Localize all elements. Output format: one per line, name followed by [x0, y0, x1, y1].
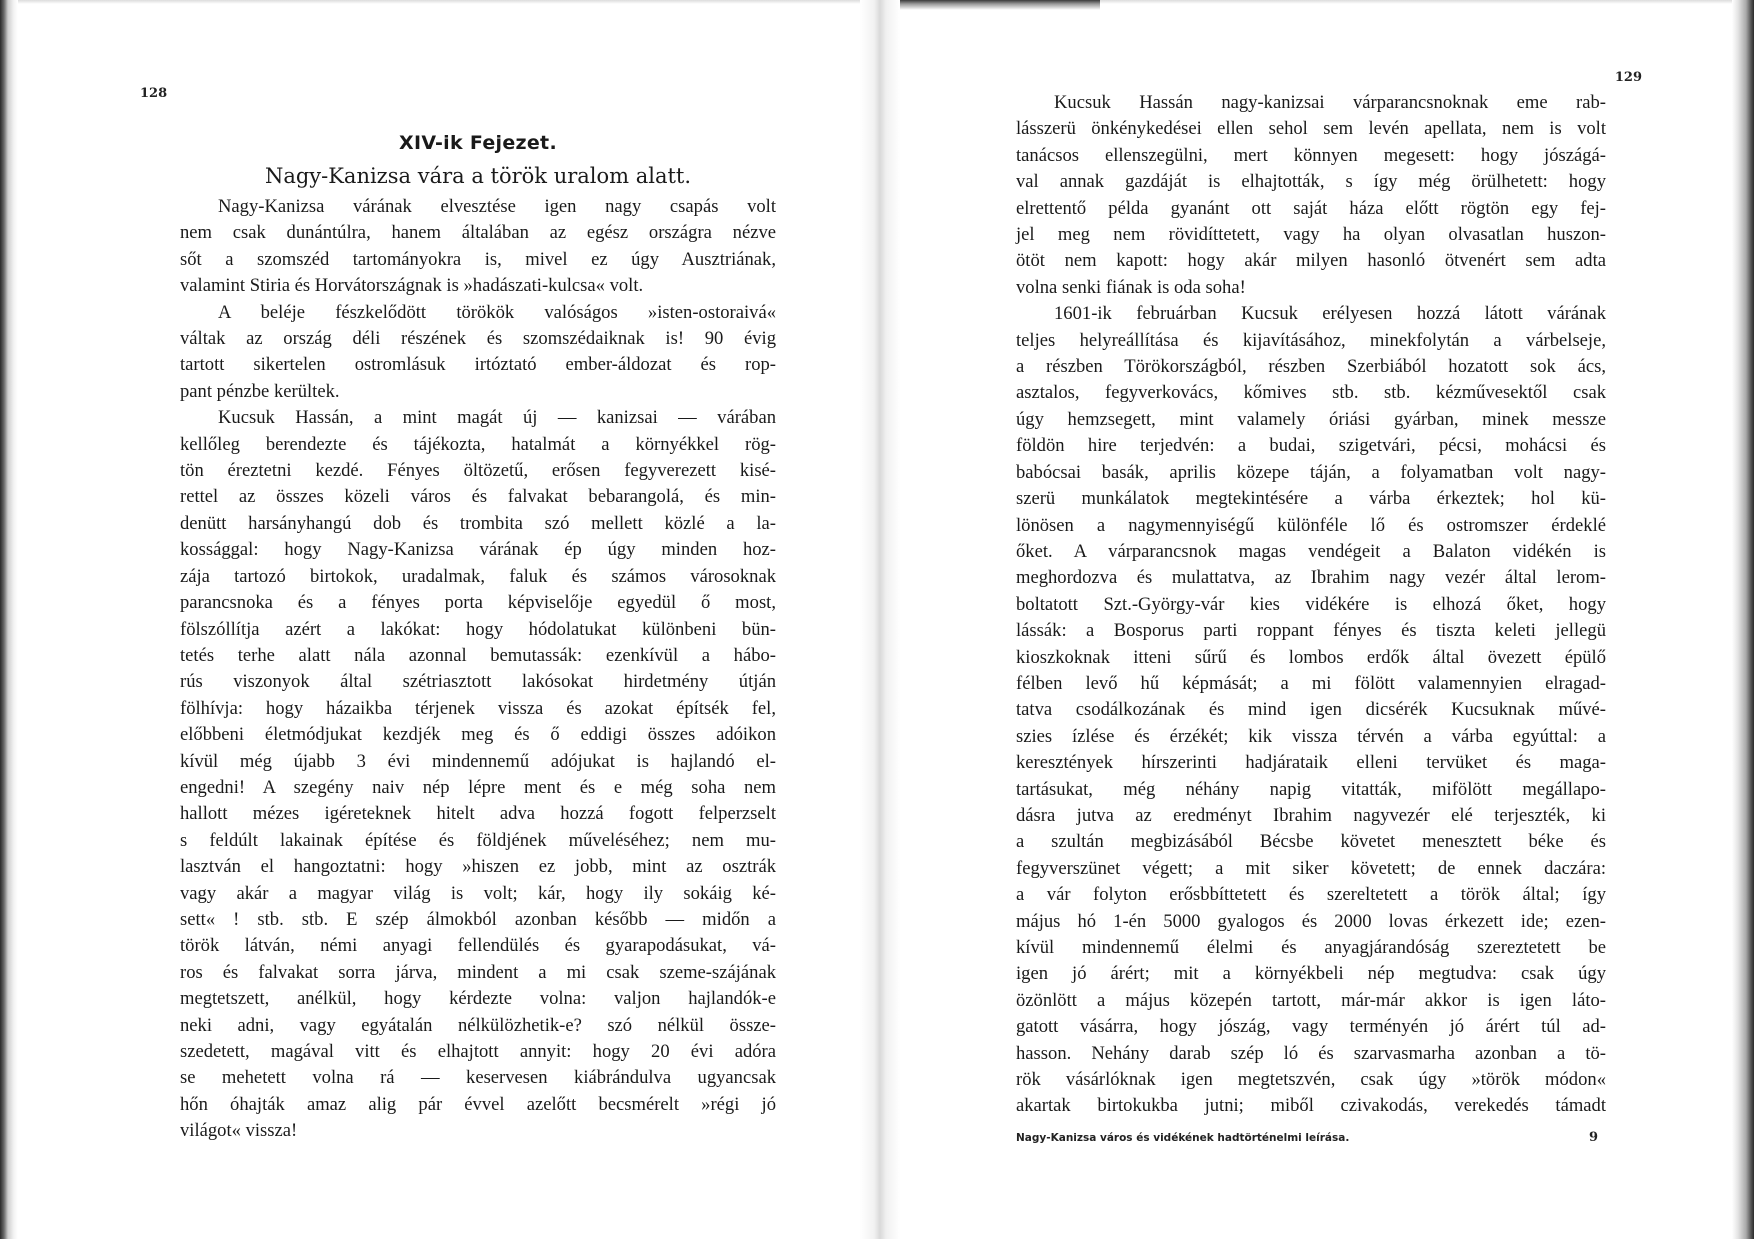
text-line: jel meg nem rövidíttetett, vagy ha olyan olvasatlan huszon- [1016, 224, 1606, 246]
text-line: denütt harsányhangú dob és trombita szó mellett közlé a la- [180, 512, 776, 534]
text-line: váltak az ország déli részének és szomszédaiknak is! 90 évig [180, 328, 776, 350]
text-line: Kucsuk Hassán, a mint magát új — kanizsai — várában [218, 407, 776, 429]
text-line: kívül mindennemű élelmi és anyagjárandóság szereztetett be [1016, 937, 1606, 958]
text-line: török látván, némi anyagi fellendülés és gyarapodásukat, vá- [180, 935, 776, 957]
text-line: szedetett, magával vitt és elhajtott annyit: hogy 20 évi adóra [180, 1041, 776, 1062]
text-line: megtetszett, anélkül, hogy kérdezte volna: valjon hajlandók-e [180, 988, 776, 1010]
text-line: kívül még újabb 3 évi mindennemű adójukat is hajlandó el- [180, 750, 776, 772]
text-line: özönlött a május közepén tartott, már-már akkor is igen láto- [1016, 989, 1606, 1011]
text-line: se mehetett volna rá — keservesen kiábrándulva ugyancsak [180, 1067, 776, 1089]
text-line: engedni! A szegény naiv nép lépre ment és e még soha nem [180, 776, 776, 798]
chapter-subtitle: Nagy-Kanizsa vára a török uralom alatt. [264, 164, 692, 188]
text-line: igen jó árért; mit a környékbeli nép megtudva: csak úgy [1016, 963, 1606, 985]
text-line: fölhívja: hogy házaikba térjenek vissza és azokat építsék fel, [180, 697, 776, 719]
text-line: A beléje fészkelődött törökök valóságos »isten-ostoraivá« [218, 301, 776, 323]
text-line: szerü munkálatok megtekintésére a várba érkeztek; hol kü- [1016, 488, 1606, 510]
body-text [1016, 90, 1606, 1120]
text-line: volna senki fiának is oda soha! [1016, 276, 1246, 298]
text-line: val annak gazdáját is elhajtották, s így még örülhetett: hogy [1016, 171, 1606, 193]
text-line: fölszóllítja azért a lakókat: hogy hódolatukat különbeni bün- [180, 618, 776, 640]
text-line: tön éreztetni kezdé. Fényes öltözetű, erősen fegyverezett kisé- [180, 460, 776, 482]
text-line: félben levő hű képmását; a mi fölött valamennyien elragad- [1016, 672, 1606, 694]
text-line: 1601-ik februárban Kucsuk erélyesen hozzá látott várának [1054, 303, 1606, 325]
text-line: hallott mézes igéreteknek hitelt adva hozzá fogott felperzselt [180, 803, 776, 825]
page-footer [1016, 1130, 1606, 1146]
text-line: rettel az összes közeli város és falvakat bebarangolá, és min- [180, 486, 776, 508]
text-line: tetés terhe alatt nála azonnal bemutassák: ezenkívül a hábo- [180, 644, 776, 666]
text-line: fegyverszünet végett; a mit siker követett; de ennek daczára: [1016, 857, 1606, 879]
text-line: neki adni, vagy egyátalán nélkülözhetik-e? szó nélkül össze- [180, 1014, 776, 1036]
text-line: sett« ! stb. stb. E szép álmokból azonban később — midőn a [180, 908, 776, 930]
text-line: a vár folyton erősbbíttetett és szereltetett a török által; így [1016, 884, 1606, 906]
text-line: vagy akár a magyar világ is volt; kár, hogy ily sokáig ké- [180, 882, 776, 904]
text-line: rök vásárlóknak igen megtetszvén, csak úgy »török módon« [1016, 1069, 1606, 1091]
text-line: tartott sikertelen ostromlásuk irtóztató ember-áldozat és rop- [180, 354, 776, 376]
text-line: földön hire terjedvén: a budai, szigetvári, pécsi, mohácsi és [1016, 435, 1606, 457]
text-line: kellőleg berendezte és tájékozta, hatalmát a környékkel rög- [180, 433, 776, 455]
text-line: asztalos, fegyverkovács, kőmives stb. stb. kézművesektől csak [1016, 382, 1606, 404]
text-line: kossággal: hogy Nagy-Kanizsa várának ép úgy minden hoz- [180, 539, 776, 561]
text-line: babócsai basák, aprilis közepe táján, a folyamatban volt nagy- [1016, 461, 1606, 483]
text-line: ros és falvakat sorra járva, mindent a mi csak szeme-szájának [180, 961, 776, 983]
footer-signature-mark: 9 [1588, 1129, 1598, 1145]
book-right-edge [1732, 0, 1754, 1239]
text-line: dásra jutva az eredményt Ibrahim nagyvezér elé terjeszték, ki [1016, 804, 1606, 826]
text-line: Kucsuk Hassán nagy-kanizsai várparancsnoknak eme rab- [1054, 92, 1606, 113]
text-line: a szultán megbizásából Bécsbe követet menesztett béke és [1016, 831, 1606, 853]
text-line: a részben Törökországból, részben Szerbiából hozatott sok ács, [1016, 356, 1606, 378]
text-line: boltatott Szt.-György-vár kies vidékére is elhozá őket, hogy [1016, 593, 1606, 615]
text-line: őket. A várparancsnok magas vendégeit a Balaton vidékén is [1016, 540, 1606, 562]
body-text [180, 194, 776, 1145]
text-line: lássák: a Bosporus parti roppant fényes és tiszta keleti jellegü [1016, 620, 1606, 642]
left-page [140, 86, 776, 1145]
text-line: hőn óhajták amaz alig pár évvel azelőtt becsmérelt »régi jó [180, 1093, 776, 1115]
text-line: lásszerü önkénykedései ellen sehol sem levén apellata, nem is volt [1016, 118, 1606, 140]
text-line: zája tartozó birtokok, uradalmak, faluk és számos városoknak [180, 565, 776, 587]
text-line: sőt a szomszéd tartományokra is, mivel ez úgy Ausztriának, [180, 248, 776, 270]
page-number: 128 [140, 86, 168, 101]
text-line: május hó 1-én 5000 gyalogos és 2000 lovas érkezett ide; ezen- [1016, 910, 1606, 932]
text-line: gatott vásárra, hogy jószág, vagy terményén jó árért túl ad- [1016, 1016, 1606, 1038]
text-line: teljes helyreállítása és kijavításához, minekfolytán a várbelseje, [1016, 329, 1606, 351]
text-line: úgy hemzsegett, mint valamely óriási gyárban, minek messze [1016, 408, 1606, 430]
text-line: Nagy-Kanizsa várának elvesztése igen nagy csapás volt [218, 196, 776, 217]
text-line: hasson. Nehány darab szép ló és szarvasmarha azonban a tö- [1016, 1042, 1606, 1064]
text-line: pant pénzbe kerültek. [180, 380, 340, 402]
text-line: szies ízlése és érzékét; kik vissza térvén a várba egyúttal: a [1016, 725, 1606, 747]
text-line: lönösen a nagymennyiségű különféle lő és ostromszer érdeklé [1016, 514, 1606, 536]
footer-book-title: Nagy-Kanizsa város és vidékének hadtörténelmi leírása. [1016, 1131, 1350, 1144]
text-line: lasztván el hangoztatni: hogy »hiszen ez jobb, mint az osztrák [180, 856, 776, 878]
chapter-title: XIV-ik Fejezet. [399, 132, 557, 154]
text-line: keresztények hírszerinti hadjárataik elleni tervüket és maga- [1016, 752, 1606, 774]
text-line: nem csak dunántúlra, hanem általában az egész országra nézve [180, 222, 776, 244]
text-line: parancsnoka és a fényes porta képviselője egyedül ő most, [180, 592, 776, 614]
text-line: s feldúlt lakainak építése és földjének műveléséhez; nem mu- [180, 829, 776, 851]
book-left-edge [0, 0, 18, 1239]
text-line: tanácsos ellenszegülni, mert könnyen megesett: hogy jószágá- [1016, 144, 1606, 166]
text-line: rús viszonyok által szétriasztott lakósokat hirdetmény útján [180, 671, 776, 693]
page-number: 129 [1614, 70, 1642, 85]
text-line: ötöt nem kapott: hogy akár milyen hasonló ötvenért sem adta [1016, 250, 1606, 272]
book-spine-shadow [900, 0, 1100, 10]
right-page [1016, 70, 1642, 1146]
book-gutter [860, 0, 900, 1239]
text-line: tatva csodálkozának és mind igen dicsérék Kucsuknak művé- [1016, 699, 1606, 721]
text-line: elrettentő példa gyanánt ott saját háza előtt rögtön egy fej- [1016, 197, 1606, 219]
text-line: meghordozva és mulattatva, az Ibrahim nagy vezér által lerom- [1016, 567, 1606, 589]
text-line: akartak birtokukba jutni; miből czivakodás, verekedés támadt [1016, 1095, 1606, 1117]
text-line: előbbeni életmódjukat kezdjék meg és ő eddigi összes adóikon [180, 724, 776, 746]
text-line: kioszkoknak itteni sűrű és lombos erdők által övezett épülő [1016, 646, 1606, 668]
text-line: tartásukat, még néhány napig vitatták, mifölött megállapo- [1016, 778, 1606, 800]
text-line: valamint Stiria és Horvátországnak is »hadászati-kulcsa« volt. [180, 275, 644, 297]
text-line: világot« vissza! [180, 1120, 298, 1142]
